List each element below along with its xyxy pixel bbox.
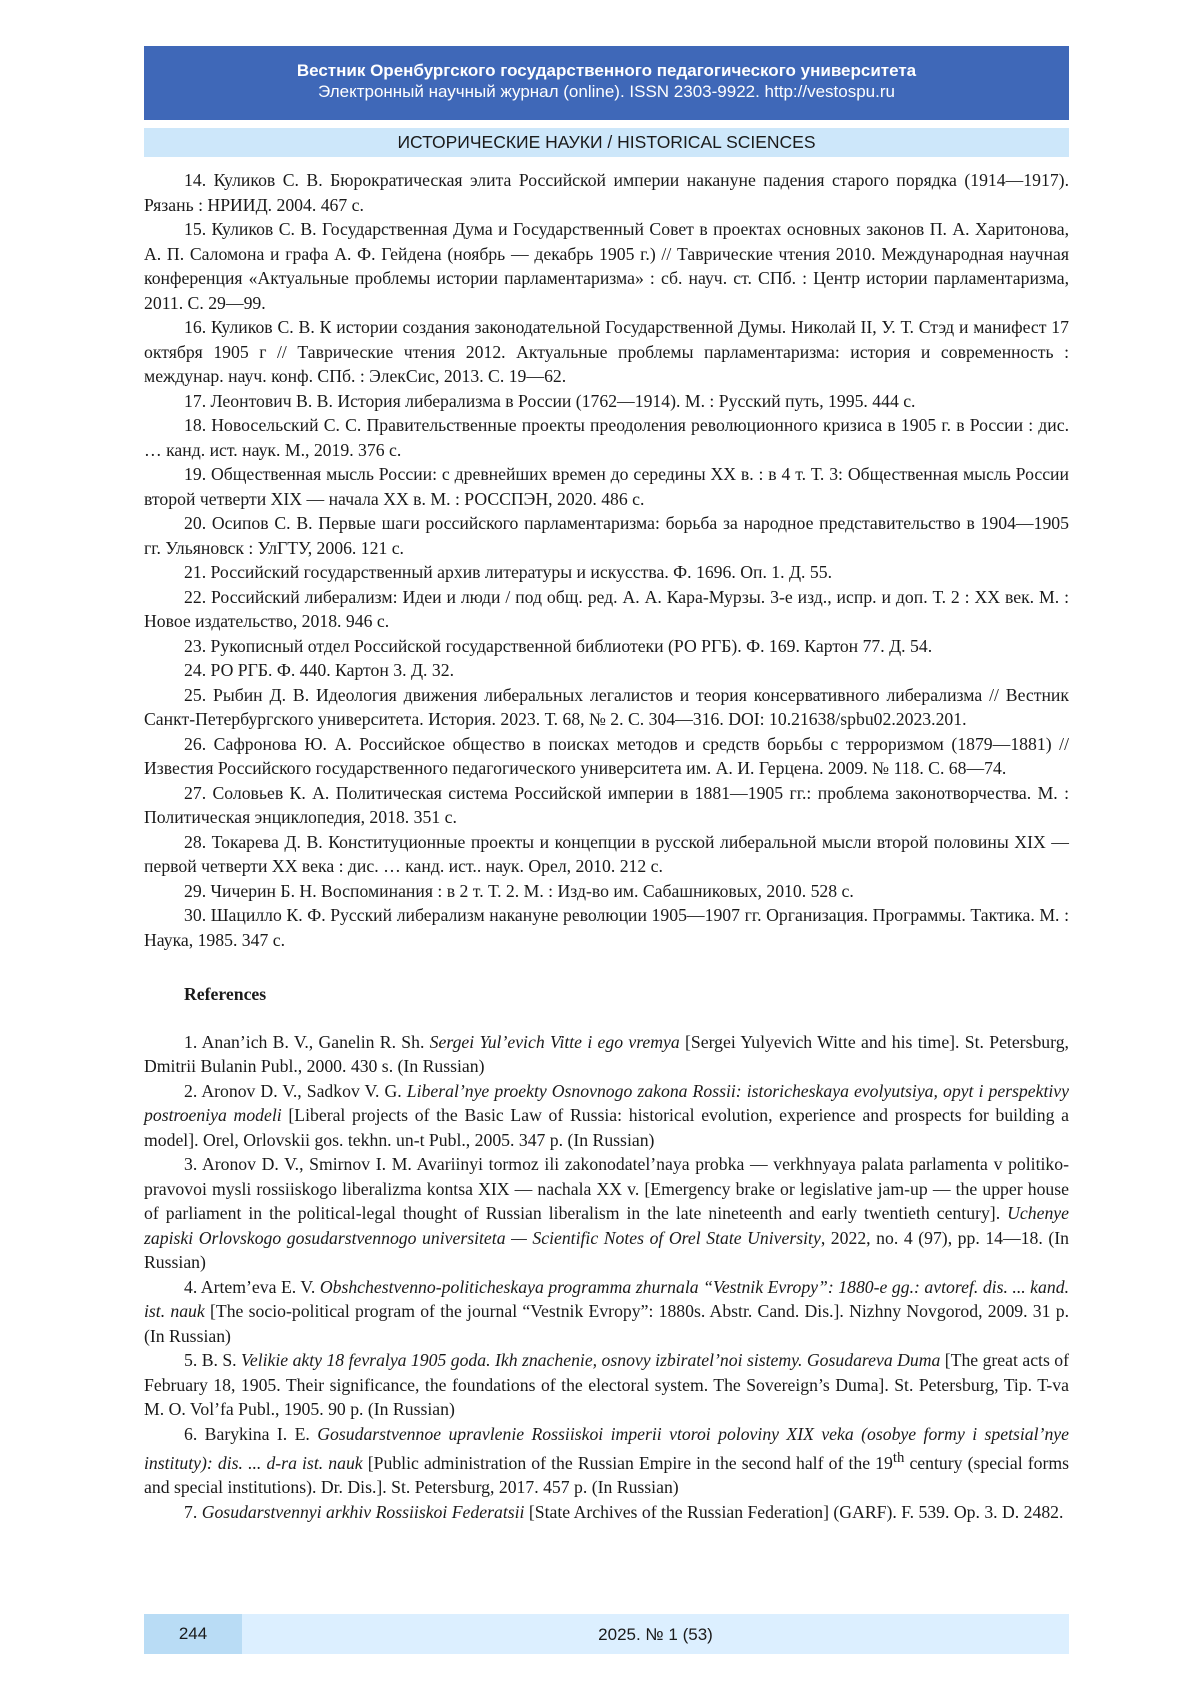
- entry-text: 16. Куликов С. В. К истории создания законодательной Государственной Думы. Николай II, У. Т. Стэд и манифест 17 октября 1905 г // Таврические чтения 2012. Актуальные проблемы парламентаризма: история и современность : междунар. науч. конф. СПб. : ЭлекСис, 2013. С. 19—62.: [144, 317, 1069, 386]
- bibliography-entry: [144, 781, 1069, 830]
- bibliography-entry: [144, 217, 1069, 315]
- bibliography-entry: [144, 634, 1069, 659]
- bibliography-entry: [144, 511, 1069, 560]
- italic-title: Obshchestvenno-politicheskaya programma zhurnala “Vestnik Evropy”: 1880-e gg.: avtoref. dis. ... kand. ist. nauk: [144, 1276, 1069, 1321]
- bibliography-entry: [144, 830, 1069, 879]
- bibliography-entry: [144, 903, 1069, 952]
- entry-text: 26. Сафронова Ю. А. Российское общество в поисках методов и средств борьбы с терроризмом (1879—1881) // Известия Российского государственного педагогического университета им. А. И. Герцена. 2009. № 118. С. 68—74.: [144, 733, 1069, 778]
- entry-text: 28. Токарева Д. В. Конституционные проекты и концепции в русской либеральной мысли второй половины XIX — первой четверти XX века : дис. … канд. ист.. наук. Орел, 2010. 212 с.: [144, 831, 1069, 876]
- entry-text: 21. Российский государственный архив литературы и искусства. Ф. 1696. Оп. 1. Д. 55.: [184, 562, 832, 582]
- bibliography-entry: [144, 585, 1069, 634]
- journal-subtitle: Электронный научный журнал (online). ISSN 2303-9922. http://vestospu.ru: [318, 82, 895, 101]
- entry-text: 25. Рыбин Д. В. Идеология движения либеральных легалистов и теория консервативного либерализма // Вестник Санкт-Петербургского университета. История. 2023. Т. 68, № 2. С. 304—316. DOI: 10.21638/spbu02.2023.201.: [144, 684, 1069, 729]
- bibliography-entry: [144, 315, 1069, 389]
- bibliography-entry: [144, 658, 1069, 683]
- bibliography-entry: [144, 389, 1069, 414]
- bibliography-entry: [144, 413, 1069, 462]
- entry-text: 17. Леонтович В. В. История либерализма в России (1762—1914). М. : Русский путь, 1995. 444 с.: [184, 390, 916, 411]
- italic-title: Gosudarstvennyi arkhiv Rossiiskoi Federatsii: [201, 1501, 525, 1522]
- entry-text: 22. Российский либерализм: Идеи и люди / под общ. ред. А. А. Кара-Мурзы. 3-е изд., испр. и доп. Т. 2 : XX век. М. : Новое издательство, 2018. 946 с.: [144, 586, 1069, 631]
- entry-text: 23. Рукописный отдел Российской государственной библиотеки (РО РГБ). Ф. 169. Картон 77. Д. 54.: [184, 635, 933, 656]
- entry-text: [Liberal projects of the Basic Law of Russia: historical evolution, experience and prospects for building a model]. Orel, Orlovskii gos. tekhn. un-t Publ., 2005. 347 p. (In Russian): [144, 1105, 1069, 1150]
- page-body: [144, 168, 1069, 1524]
- entry-text: 18. Новосельский С. С. Правительственные проекты преодоления революционного кризиса в 1905 г. в России : дис. … канд. ист. наук. М., 2019. 376 с.: [144, 415, 1069, 460]
- reference-entry: [144, 1422, 1069, 1500]
- references-list: [144, 1030, 1069, 1525]
- bibliography-entry: [144, 560, 1069, 585]
- reference-entry: [144, 1152, 1069, 1275]
- bibliography-entry: [144, 168, 1069, 217]
- entry-text: century (special forms and special institutions). Dr. Dis.]. St. Petersburg, 2017. 457 p. (In Russian): [144, 1452, 1069, 1498]
- entry-text: [State Archives of the Russian Federation] (GARF). F. 539. Op. 3. D. 2482.: [524, 1501, 1064, 1522]
- reference-entry: [144, 1079, 1069, 1153]
- bibliography-list: [144, 168, 1069, 952]
- journal-header: [144, 46, 1069, 120]
- entry-text: , 2022, no. 4 (97), pp. 14—18. (In Russian): [144, 1227, 1069, 1272]
- reference-entry: [144, 1275, 1069, 1349]
- entry-text: 1. Anan’ich B. V., Ganelin R. Sh.: [184, 1031, 430, 1052]
- references-heading: References: [184, 984, 267, 1004]
- italic-title: Sergei Yul’evich Vitte i ego vremya: [429, 1031, 680, 1052]
- entry-text: 2. Aronov D. V., Sadkov V. G.: [184, 1080, 407, 1101]
- entry-text: 5. B. S.: [184, 1350, 242, 1370]
- entry-text: 15. Куликов С. В. Государственная Дума и Государственный Совет в проектах основных законов П. А. Харитонова, А. П. Саломона и графа А. Ф. Гейдена (ноябрь — декабрь 1905 г.) // Таврические чтения 2010. Международная научная конференция «Актуальные проблемы истории парламентаризма» : сб. науч. ст. СПб. : Центр истории парламентаризма, 2011. С. 29—99.: [144, 219, 1069, 313]
- reference-entry: [144, 1500, 1069, 1525]
- reference-entry: [144, 1030, 1069, 1079]
- bibliography-entry: [144, 732, 1069, 781]
- entry-text: [Sergei Yulyevich Witte and his time]. St. Petersburg, Dmitrii Bulanin Publ., 2000. 430 s. (In Russian): [144, 1031, 1069, 1076]
- entry-text: 4. Artem’eva E. V.: [184, 1276, 320, 1297]
- entry-text: 6. Barykina I. E.: [184, 1423, 318, 1444]
- entry-text: 3. Aronov D. V., Smirnov I. M. Avariinyi tormoz ili zakonodatel’naya probka — verkhnyaya palata parlamenta v politiko-pravovoi mysli rossiiskogo liberalizma kontsa XIX — nachala XX v. [Emergency brake or legislative jam-up — the upper house of parliament in the political-legal thought of Russian liberalism in the late nineteenth and early twentieth century].: [144, 1154, 1069, 1223]
- entry-text: 30. Шацилло К. Ф. Русский либерализм накануне революции 1905—1907 гг. Организация. Программы. Тактика. М. : Наука, 1985. 347 с.: [144, 905, 1069, 950]
- entry-text: [The great acts of February 18, 1905. Their significance, the foundations of the electoral system. The Sovereign’s Duma]. St. Petersburg, Tip. T-va M. O. Vol’fa Publ., 1905. 90 p. (In Russian): [144, 1350, 1070, 1419]
- reference-entry: [144, 1348, 1069, 1422]
- entry-text: 7.: [184, 1501, 202, 1522]
- issue-label: 2025. № 1 (53): [242, 1614, 1069, 1654]
- page-number: 244: [144, 1614, 242, 1654]
- entry-text: 24. РО РГБ. Ф. 440. Картон 3. Д. 32.: [184, 660, 454, 680]
- entry-text: [Public administration of the Russian Empire in the second half of the 19: [362, 1452, 893, 1473]
- superscript: th: [892, 1450, 905, 1466]
- italic-title: Uchenye zapiski Orlovskogo gosudarstvennogo universiteta — Scientific Notes of Orel State University: [144, 1203, 1069, 1248]
- italic-title: Velikie akty 18 fevralya 1905 goda. Ikh znachenie, osnovy izbiratel’noi sistemy. Gosudareva Duma: [241, 1350, 941, 1370]
- bibliography-entry: [144, 683, 1069, 732]
- journal-title: Вестник Оренбургского государственного педагогического университета: [296, 61, 917, 80]
- entry-text: [The socio-political program of the journal “Vestnik Evropy”: 1880s. Abstr. Cand. Dis.]. Nizhny Novgorod, 2009. 31 p. (In Russian): [144, 1301, 1070, 1346]
- entry-text: 14. Куликов С. В. Бюрократическая элита Российской империи накануне падения старого порядка (1914—1917). Рязань : НРИИД. 2004. 467 с.: [144, 170, 1069, 215]
- bibliography-entry: [144, 879, 1069, 904]
- section-title: ИСТОРИЧЕСКИЕ НАУКИ / HISTORICAL SCIENCES: [144, 128, 1069, 157]
- bibliography-entry: [144, 462, 1069, 511]
- italic-title: Gosudarstvennoe upravlenie Rossiiskoi imperii vtoroi poloviny XIX veka (osobye formy i spetsial’nye instituty): dis. ... d-ra ist. nauk: [144, 1423, 1069, 1473]
- entry-text: 27. Соловьев К. А. Политическая система Российской империи в 1881—1905 гг.: проблема законотворчества. М. : Политическая энциклопедия, 2018. 351 с.: [144, 782, 1069, 827]
- italic-title: Liberal’nye proekty Osnovnogo zakona Rossii: istoricheskaya evolyutsiya, opyt i perspektivy postroeniya modeli: [144, 1080, 1070, 1125]
- entry-text: 29. Чичерин Б. Н. Воспоминания : в 2 т. Т. 2. М. : Изд-во им. Сабашниковых, 2010. 528 с.: [184, 880, 854, 901]
- entry-text: 20. Осипов С. В. Первые шаги российского парламентаризма: борьба за народное представительство в 1904—1905 гг. Ульяновск : УлГТУ, 2006. 121 с.: [144, 513, 1069, 558]
- entry-text: 19. Общественная мысль России: с древнейших времен до середины XX в. : в 4 т. Т. 3: Общественная мысль России второй четверти XIX — начала XX в. М. : РОССПЭН, 2020. 486 с.: [144, 464, 1069, 509]
